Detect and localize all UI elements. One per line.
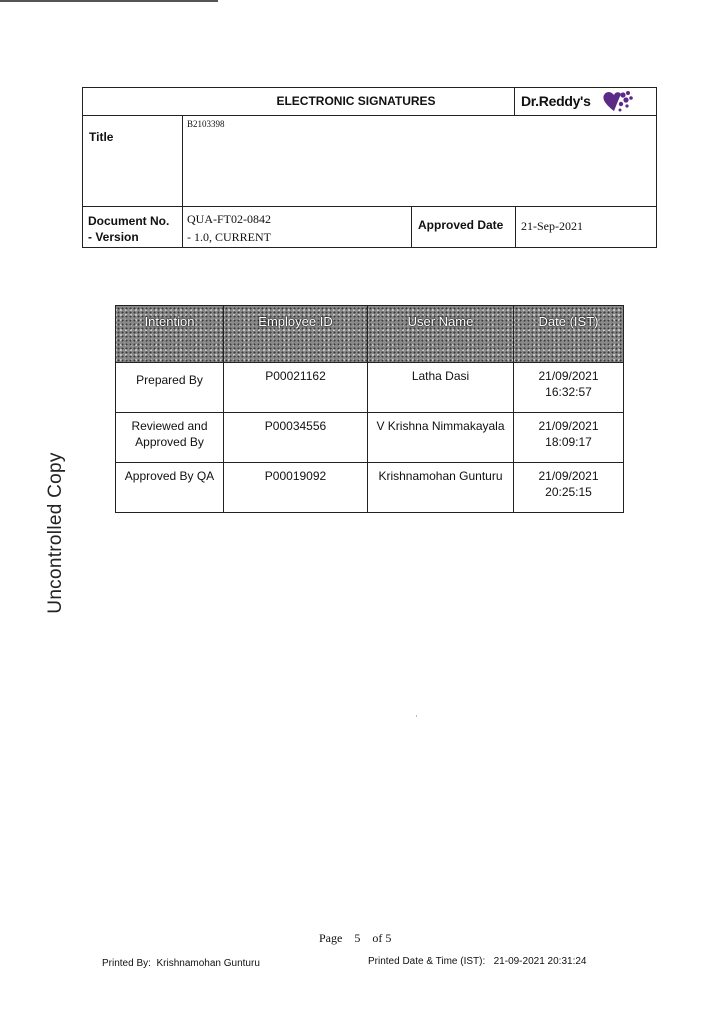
printed-date-time-value: 21-09-2021 20:31:24 [493,956,587,967]
user-name-cell: Latha Dasi [368,363,514,413]
employee-id-cell: P00021162 [224,363,368,413]
title-row [83,115,656,207]
page-of: of [372,931,383,945]
table-row [116,463,624,513]
approved-date-value: 21-Sep-2021 [521,219,583,233]
table-row [116,363,624,413]
logo-heart-icon [601,89,637,114]
title-label: Title [89,130,114,144]
document-number-label [88,213,169,245]
document-number: QUA-FT02-0842 [187,212,271,226]
signature-date: 21/09/2021 [538,419,599,433]
signature-time: 18:09:17 [545,435,592,449]
printed-by-value: Krishnamohan Gunturu [156,958,260,969]
top-edge-rule [0,0,218,2]
header-title: ELECTRONIC SIGNATURES [276,94,436,108]
column-header-intention: Intention [116,306,224,363]
signature-time: 16:32:57 [545,385,592,399]
user-name-cell: V Krishna Nimmakayala [368,413,514,463]
printed-by [102,958,260,969]
document-version: - 1.0, CURRENT [187,230,271,244]
page-label: Page [319,931,343,945]
column-header-date: Date (IST) [514,306,624,363]
column-divider [515,206,516,247]
printed-by-label: Printed By: [102,958,151,969]
table-header-row [116,306,624,363]
printed-date-time [368,956,586,967]
company-logo [514,88,657,115]
intention-cell [116,413,224,463]
intention-line2: Approved By [135,435,204,449]
date-cell [514,463,624,513]
printed-date-time-label: Printed Date & Time (IST): [368,956,486,967]
user-name-cell: Krishnamohan Gunturu [368,463,514,513]
intention-line1: Prepared By [136,373,203,387]
electronic-signatures-table [115,305,624,513]
intention-cell [116,363,224,413]
intention-line1: Approved By QA [124,469,215,483]
intention-line1: Reviewed and [131,419,208,433]
document-header-table [82,87,657,248]
signature-date: 21/09/2021 [538,369,599,383]
column-divider [411,206,412,247]
date-cell [514,363,624,413]
employee-id-cell: P00034556 [224,413,368,463]
table-row [116,413,624,463]
column-header-user-name: User Name [368,306,514,363]
date-cell [514,413,624,463]
scan-speck [416,715,417,717]
page-current: 5 [354,931,361,945]
document-number-row [83,206,656,247]
page-total: 5 [385,931,392,945]
document-number-value [187,210,271,246]
approved-date-label: Approved Date [418,218,504,232]
watermark-text: Uncontrolled Copy [45,452,66,614]
document-number-label-line2: - Version [88,230,139,244]
employee-id-cell: P00019092 [224,463,368,513]
column-header-employee-id: Employee ID [224,306,368,363]
signature-time: 20:25:15 [545,485,592,499]
title-value: B2103398 [187,119,225,129]
header-title-row [83,88,656,116]
signature-date: 21/09/2021 [538,469,599,483]
page-number [319,931,391,946]
document-number-label-line1: Document No. [88,214,170,228]
intention-cell [116,463,224,513]
logo-wordmark: Dr.Reddy's [521,93,591,109]
